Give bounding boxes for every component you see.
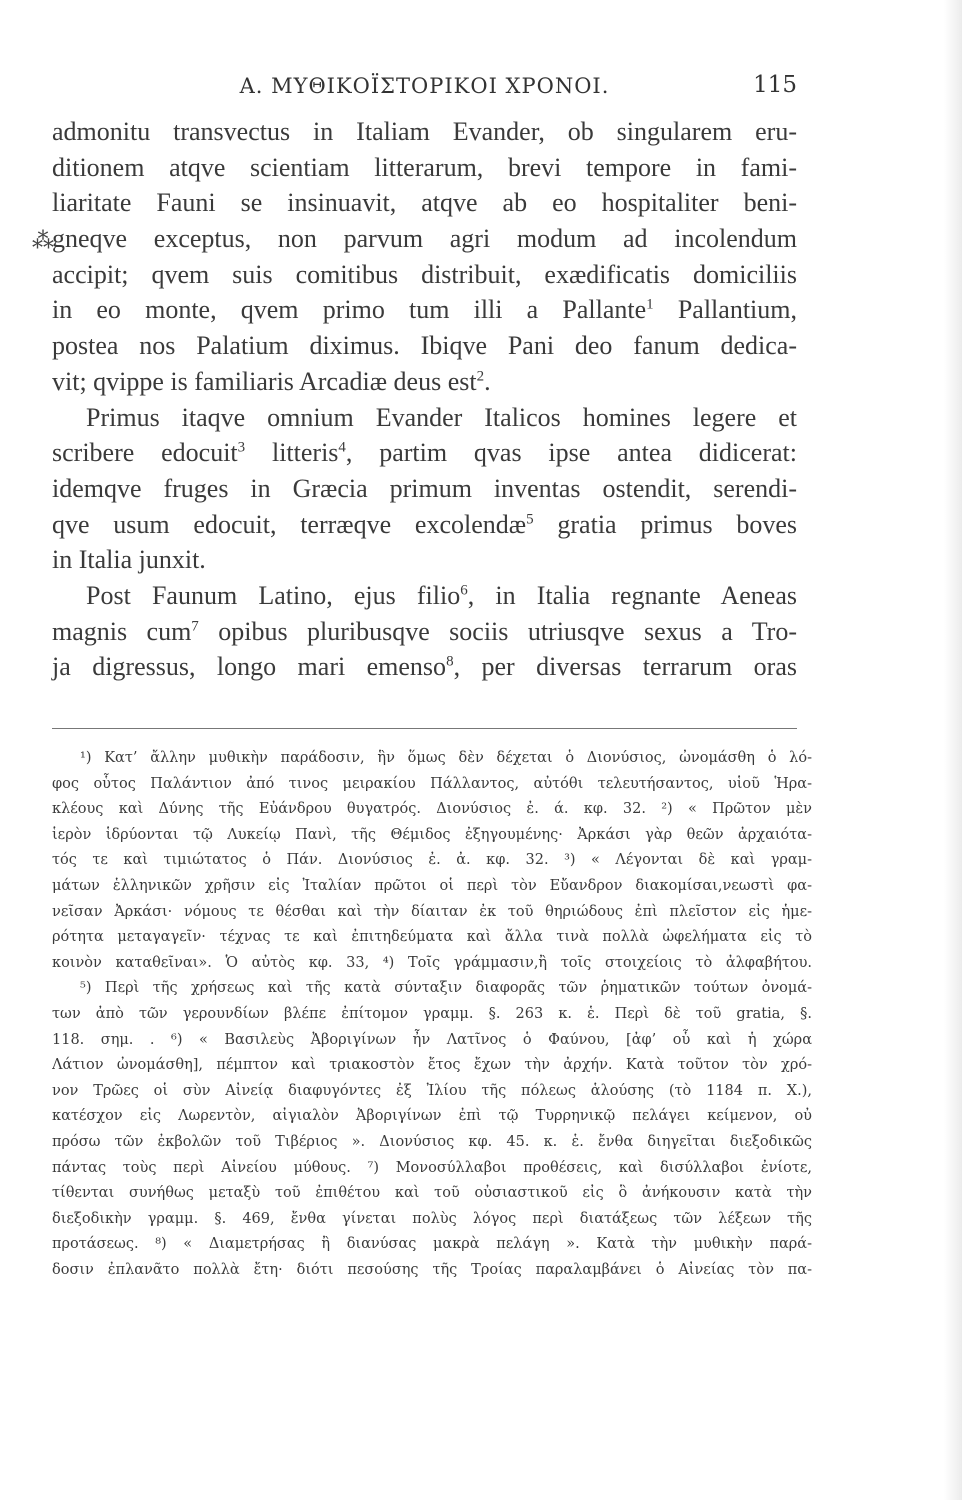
footnote-line: ρότητα μεταγαγεῖν· τέχνας τε καὶ ἐπιτηδεύματα καὶ ἄλλα τινὰ πολλὰ ὠφελήματα εἰς τὸ: [52, 929, 812, 946]
footnote-line: διεξοδικὴν γραμμ. §. 469, ἔνθα γίνεται πολὺς λόγος περὶ διατάξεως τῶν λέξεων τῆς: [52, 1210, 812, 1227]
text-line: liaritate Fauni se insinuavit, atqve ab eo hospitaliter beni-: [52, 188, 797, 218]
footnote-line: μάτων ἑλληνικῶν χρῆσιν εἰς Ἰταλίαν πρῶτοι οἱ περὶ τὸν Εὔανδρον διακομίσαι,νεωστὶ φα-: [52, 877, 812, 894]
footnote-line: τίθενται συνήθως μεταξὺ τοῦ ἐπιθέτου καὶ τοῦ οὐσιαστικοῦ εἰς ὃ ἀνήκουσιν κατὰ τὴν: [52, 1185, 812, 1202]
running-header: [52, 68, 797, 108]
line-text: magnis cum: [52, 616, 192, 646]
text-line: [52, 435, 797, 471]
footnote-line: πάντας τοὺς περὶ Αἰνείου μύθους. ⁷) Μονοσύλλαβοι προθέσεις, καὶ δισύλλαβοι ἐνίοτε,: [52, 1159, 812, 1176]
text-line: idemqve fruges in Græcia primum inventas ostendit, serendi-: [52, 473, 797, 503]
text-line: [52, 649, 797, 685]
line-text: scribere edocuit: [52, 438, 238, 468]
line-text: gratia primus boves: [533, 509, 797, 539]
line-text: gneqve exceptus, non parvum agri modum ad incolendum: [52, 224, 797, 254]
footnote-line: κοινὸν καταθεῖναι». Ὁ αὐτὸς κφ. 33, ⁴) Τοῖς γράμμασιν,ἢ τοῖς στοιχείοις τὸ ἀλφαβήτου.: [52, 954, 812, 971]
footnote-line: των ἀπὸ τῶν γερουνδίων βλέπε ἐπίτομον γραμμ. §. 263 κ. ἑ. Περὶ δὲ τοῦ gratia, §.: [52, 1005, 812, 1022]
footnote-line: ¹) Κατ’ ἄλλην μυθικὴν παράδοσιν, ἣν ὅμως δὲν δέχεται ὁ Διονύσιος, ὠνομάσθη ὁ λό-: [80, 750, 812, 766]
line-text: Post Faunum Latino, ejus filio: [86, 580, 461, 610]
text-line: [32, 221, 797, 257]
footnote-line: κατέσχον εἰς Λωρεντὸν, αἰγιαλὸν Ἀβοριγίνων ἐπὶ τῷ Τυρρηνικῷ πελάγει κείμενον, οὐ: [52, 1108, 812, 1125]
footnote-ref: 5: [526, 510, 534, 527]
text-line: [52, 507, 797, 543]
footnote-line: νεῖσαν Ἀρκάσι· νόμους τε θέσθαι καὶ τὴν δίαιταν ἐκ τοῦ θηριώδους ἐπὶ πλεῖστον εἰς ἡμε-: [52, 903, 812, 920]
footnote-line: ⁵) Περὶ τῆς χρήσεως καὶ τῆς κατὰ σύνταξιν διαφορᾶς τῶν ῥηματικῶν τούτων ὀνομά-: [80, 980, 812, 997]
line-text: ja digressus, longo mari emenso: [52, 652, 447, 682]
chapter-title: Α. ΜΥΘΙΚΟΪΣΤΟΡΙΚΟΙ ΧΡΟΝΟΙ.: [239, 74, 610, 98]
footnote-ref: 7: [191, 617, 199, 634]
footnote-ref: 6: [460, 582, 468, 599]
footnote-line: προτάσεως. ⁸) « Διαμετρήσας ἢ διανύσας μακρὰ πελάγη ». Κατὰ τὴν μυθικὴν παρά-: [52, 1236, 812, 1253]
footnote-line: δοσιν ἐπλανᾶτο πολλὰ ἔτη· διότι πεσούσης τῆς Τροίας παραλαμβάνει ὁ Αἰνείας τὸν πα-: [52, 1261, 812, 1278]
footnote-ref: 2: [476, 368, 485, 385]
footnote-line: φος οὗτος Παλάντιον ἀπό τινος μειρακίου Πάλλαντος, αὐτόθι τελευτήσαντος, υἱοῦ Ἡρα-: [52, 775, 812, 792]
footnote-line: νον Τρῶες οἱ σὺν Αἰνείᾳ διαφυγόντες ἐξ Ἰλίου τῆς πόλεως ἁλούσης (τὸ 1184 π. Χ.),: [52, 1082, 812, 1099]
page-number: 115: [753, 72, 797, 98]
footnote-line: τός τε καὶ τιμιώτατος ὁ Πάν. Διονύσιος ἐ. ἀ. κφ. 32. ³) « Λέγονται δὲ καὶ γραμ-: [52, 852, 812, 869]
footnote-divider: [52, 728, 797, 729]
line-text: , partim qvas ipse antea didicerat:: [345, 438, 797, 468]
footnote-line: κλέους καὶ Δύνης τῆς Εὐάνδρου θυγατρός. Διονύσιος ἐ. ά. κφ. 32. ²) « Πρῶτον μὲν: [52, 801, 812, 818]
text-line: ditionem atqve scientiam litterarum, brevi tempore in fami-: [52, 152, 797, 182]
text-line: [52, 578, 797, 614]
footnote-ref: 1: [646, 296, 654, 313]
margin-mark: ⁂: [32, 228, 54, 254]
footnotes: [52, 746, 812, 1283]
text-line: in Italia junxit.: [52, 545, 206, 575]
line-text: , in Italia regnante Aeneas: [467, 580, 798, 610]
footnote-ref: 4: [338, 439, 346, 456]
line-text: vit; qvippe is familiaris Arcadiæ deus est: [52, 366, 477, 396]
footnote-line: ἱερὸν ἱδρύονται τῷ Λυκείῳ Πανὶ, τῆς Θέμιδος ἐξηγουμένης· Ἀρκάσι γὰρ θεῶν ἀρχαιότα-: [52, 826, 812, 843]
line-text: qve usum edocuit, terræqve excolendæ: [52, 509, 527, 539]
line-text: , per diversas terrarum oras: [453, 652, 797, 682]
text-line: [52, 614, 797, 650]
text-line: accipit; qvem suis comitibus distribuit, exædificatis domiciliis: [52, 259, 797, 289]
text-line: admonitu transvectus in Italiam Evander, ob singularem eru-: [52, 117, 797, 146]
line-text: opibus pluribusqve sociis utriusqve sexus a Tro-: [198, 616, 797, 646]
footnote-ref: 8: [446, 653, 454, 670]
text-line: [52, 364, 797, 400]
line-text: .: [484, 366, 491, 396]
footnote-line: Λάτιον ὠνομάσθη], πέμπτον καὶ τριακοστὸν ἔτος ἔχων τὴν ἀρχήν. Κατὰ τοῦτον τὸν χρό-: [52, 1057, 812, 1074]
footnote-ref: 3: [237, 439, 246, 456]
line-text: in eo monte, qvem primo tum illi a Pallante: [52, 295, 647, 325]
text-line: [52, 292, 797, 328]
main-text: [32, 114, 798, 685]
line-text: Pallantium,: [653, 295, 797, 325]
line-text: litteris: [245, 438, 339, 468]
text-line: Primus itaqve omnium Evander Italicos homines legere et: [86, 402, 797, 432]
footnote-line: πρόσω τῶν ἐκβολῶν τοῦ Τιβέριος ». Διονύσιος κφ. 45. κ. ἑ. ἔνθα διηγεῖται διεξοδικῶς: [52, 1133, 812, 1150]
footnote-line: 118. σημ. . ⁶) « Βασιλεὺς Ἀβοριγίνων ἦν Λατῖνος ὁ Φαύνου, [ἀφ’ οὗ καὶ ἡ χώρα: [52, 1031, 812, 1048]
text-line: postea nos Palatium diximus. Ibiqve Pani deo fanum dedica-: [52, 331, 797, 361]
page-edge-shadow: [944, 0, 962, 1500]
